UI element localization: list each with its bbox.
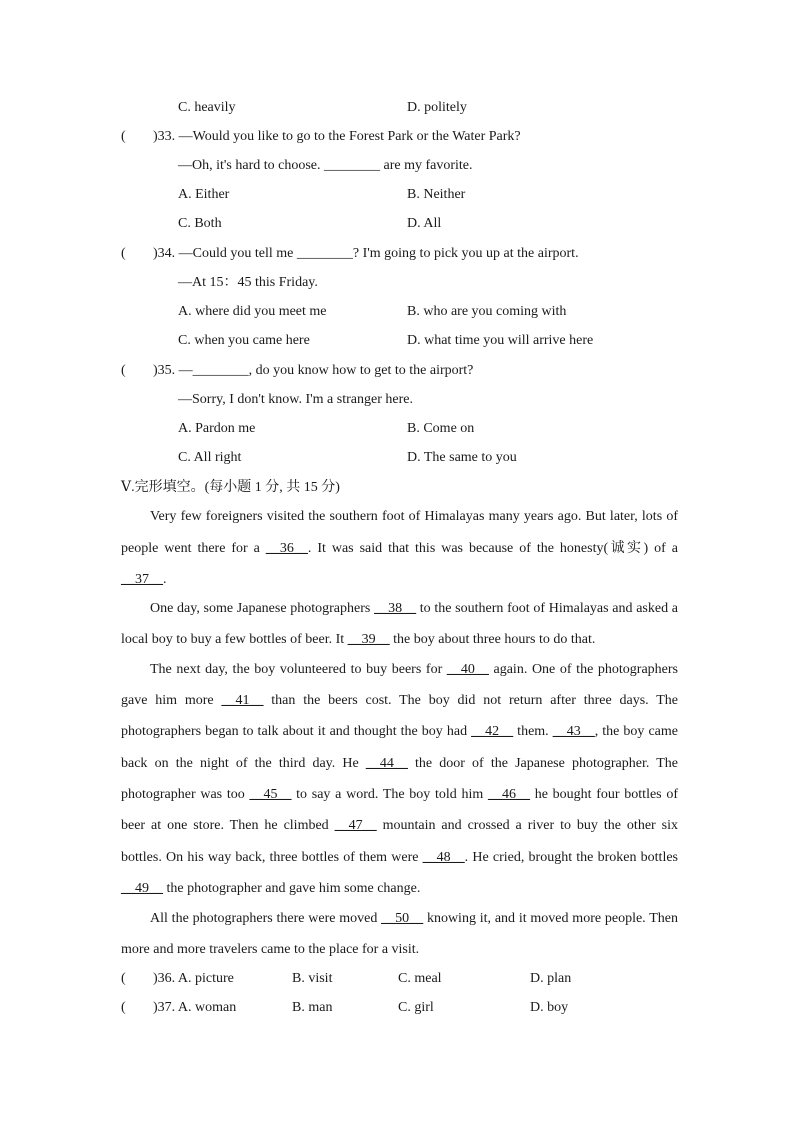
- q36-option-d: D. plan: [530, 971, 572, 986]
- blank-42[interactable]: __42__: [471, 724, 514, 739]
- passage-line: __37__.: [121, 572, 167, 587]
- q35-option-a: A. Pardon me: [178, 421, 256, 436]
- blank-48[interactable]: __48__: [422, 850, 465, 865]
- blank-41[interactable]: __41__: [221, 693, 264, 708]
- q37-option-b: B. man: [292, 1000, 333, 1015]
- blank-47[interactable]: __47__: [334, 818, 377, 833]
- q34-reply: —At 15：45 this Friday.: [178, 275, 318, 290]
- passage-line: more and more travelers came to the place for a visit.: [121, 942, 420, 957]
- passage-line: __49__ the photographer and gave him some change.: [121, 881, 421, 896]
- q34-option-c: C. when you came here: [178, 333, 310, 348]
- passage-line: One day, some Japanese photographers __38__ to the southern foot of Himalayas and asked a: [150, 601, 679, 616]
- q34-stem: )34. —Could you tell me ________? I'm going to pick you up at the airport.: [153, 246, 579, 261]
- q36-option-c: C. meal: [398, 971, 442, 986]
- q33-option-d: D. All: [407, 216, 442, 231]
- q37-option-c: C. girl: [398, 1000, 434, 1015]
- q36-option-a: )36. A. picture: [153, 971, 234, 986]
- q34-answer-paren: (: [121, 246, 126, 261]
- blank-43[interactable]: __43__: [552, 724, 595, 739]
- section-heading: Ⅴ.完形填空。(每小题 1 分, 共 15 分): [121, 480, 340, 495]
- passage-line: Very few foreigners visited the southern foot of Himalayas many years ago. But later, lots of: [150, 509, 678, 524]
- passage-line: gave him more __41__ than the beers cost. The boy did not return after three days. The: [121, 693, 678, 708]
- q33-stem: )33. —Would you like to go to the Forest Park or the Water Park?: [153, 129, 521, 144]
- passage-line: photographer was too __45__ to say a word. The boy told him __46__ he bought four bottles of: [121, 787, 678, 802]
- q33-option-b: B. Neither: [407, 187, 466, 202]
- q35-reply: —Sorry, I don't know. I'm a stranger here.: [178, 392, 413, 407]
- q32-option-d: D. politely: [407, 100, 467, 115]
- blank-50[interactable]: __50__: [381, 911, 424, 926]
- passage-line: people went there for a __36__. It was said that this was because of the honesty(诚实) of a: [121, 541, 678, 556]
- q37-option-a: )37. A. woman: [153, 1000, 237, 1015]
- passage-line: photographers began to talk about it and thought the boy had __42__ them. __43__, the boy came: [121, 724, 678, 739]
- blank-39[interactable]: __39__: [347, 632, 390, 647]
- q33-reply: —Oh, it's hard to choose. ________ are my favorite.: [178, 158, 473, 173]
- q34-option-d: D. what time you will arrive here: [407, 333, 594, 348]
- q35-stem: )35. —________, do you know how to get to the airport?: [153, 363, 474, 378]
- q33-answer-paren: (: [121, 129, 126, 144]
- q33-option-c: C. Both: [178, 216, 222, 231]
- blank-49[interactable]: __49__: [121, 881, 163, 896]
- q37-option-d: D. boy: [530, 1000, 569, 1015]
- q35-option-c: C. All right: [178, 450, 242, 465]
- blank-45[interactable]: __45__: [249, 787, 292, 802]
- blank-36[interactable]: __36__: [265, 541, 308, 556]
- q37-answer-paren: (: [121, 1000, 126, 1015]
- blank-38[interactable]: __38__: [374, 601, 417, 616]
- passage-line: All the photographers there were moved __50__ knowing it, and it moved more people. Then: [150, 911, 678, 926]
- passage-line: back on the night of the third day. He __44__ the door of the Japanese photographer. The: [121, 756, 678, 771]
- q36-answer-paren: (: [121, 971, 126, 986]
- blank-46[interactable]: __46__: [488, 787, 530, 802]
- passage-line: The next day, the boy volunteered to buy beers for __40__ again. One of the photographers: [150, 662, 678, 677]
- q34-option-b: B. who are you coming with: [407, 304, 567, 319]
- q35-option-b: B. Come on: [407, 421, 475, 436]
- q35-option-d: D. The same to you: [407, 450, 517, 465]
- blank-37[interactable]: __37__: [121, 572, 163, 587]
- blank-40[interactable]: __40__: [446, 662, 489, 677]
- q35-answer-paren: (: [121, 363, 126, 378]
- passage-line: bottles. On his way back, three bottles of them were __48__. He cried, brought the broken bottles: [121, 850, 678, 865]
- blank-44[interactable]: __44__: [365, 756, 408, 771]
- passage-line: beer at one store. Then he climbed __47__ mountain and crossed a river to buy the other six: [121, 818, 678, 833]
- q34-option-a: A. where did you meet me: [178, 304, 327, 319]
- q36-option-b: B. visit: [292, 971, 333, 986]
- q32-option-c: C. heavily: [178, 100, 236, 115]
- q33-option-a: A. Either: [178, 187, 230, 202]
- passage-line: local boy to buy a few bottles of beer. It __39__ the boy about three hours to do that.: [121, 632, 596, 647]
